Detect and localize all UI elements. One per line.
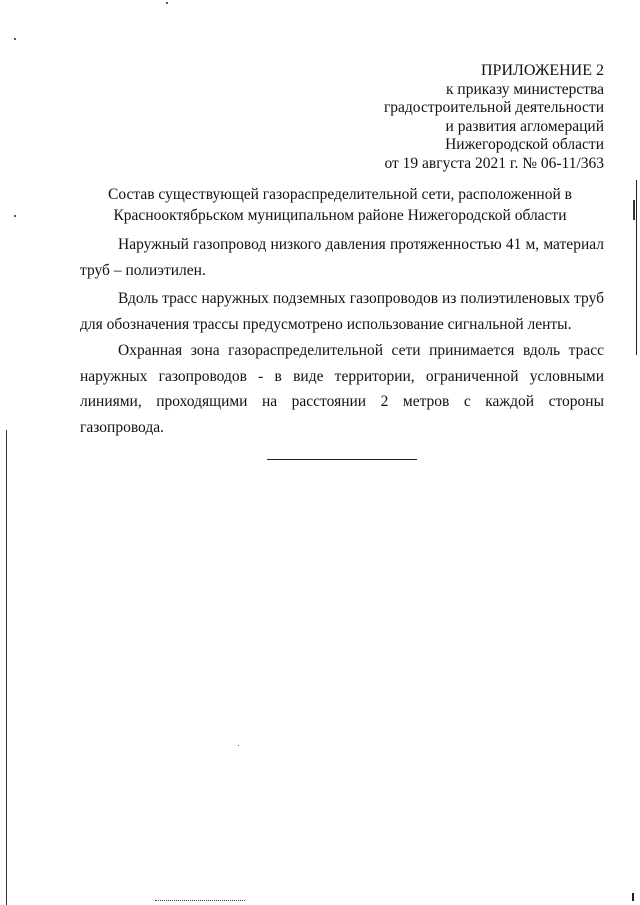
appendix-line: градостроительной деятельности: [383, 99, 604, 117]
paragraph-text: Наружный газопровод низкого давления протяженностью 41 м, материал труб – полиэтилен.: [80, 236, 604, 279]
appendix-line: и развития агломераций: [445, 117, 604, 135]
paragraph-protection-zone: [80, 338, 604, 440]
paragraph-signal-tape: [80, 286, 604, 338]
appendix-heading: ПРИЛОЖЕНИЕ 2: [480, 62, 604, 79]
paragraph-text: Вдоль трасс наружных подземных газопроводов из полиэтиленовых труб для обозначения трассы предусмотрено использование сигнальной ленты.: [80, 290, 604, 333]
scan-dot: [14, 38, 16, 40]
appendix-order-date: от 19 августа 2021 г. № 06-11/363: [384, 154, 604, 172]
appendix-line: Нижегородской области: [445, 136, 604, 154]
scan-dot: [238, 745, 239, 746]
paragraph-pipeline-length: [80, 232, 604, 284]
title-line-1: Состав существующей газораспределительной сети, расположенной в: [108, 186, 572, 203]
scan-dot: [166, 2, 168, 4]
paragraph-text: Охранная зона газораспределительной сети принимается вдоль трасс наружных газопроводов - в виде территории, ограниченной условными линиями, проходящими на расстоянии 2 метров с каждой стороны газопровода.: [80, 342, 604, 436]
appendix-line: к приказу министерства: [446, 80, 604, 98]
document-title: [100, 184, 580, 226]
scan-edge-mark: [633, 200, 635, 220]
scan-bottom-mark: [155, 900, 245, 901]
scan-edge-mark: [636, 180, 637, 355]
separator-line: [267, 459, 417, 460]
title-line-2: Краснооктябрьском муниципальном районе Нижегородской области: [113, 207, 567, 224]
scan-dot: [14, 215, 16, 217]
scan-corner-mark: [632, 893, 634, 901]
scan-edge-mark: [6, 430, 7, 905]
appendix-block: [284, 62, 604, 174]
